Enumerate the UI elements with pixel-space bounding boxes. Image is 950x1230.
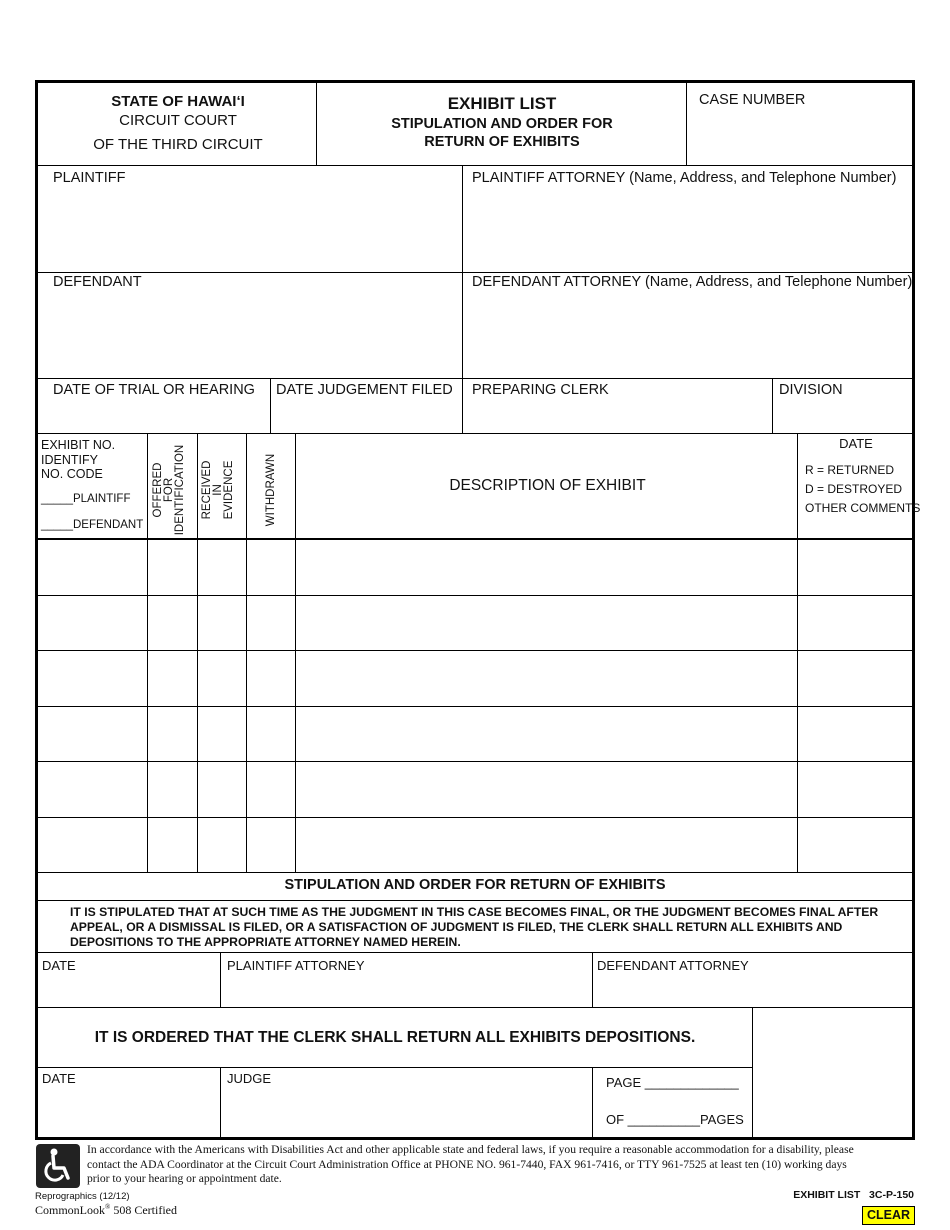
stipulation-plaintiff-attorney-field[interactable] <box>224 977 590 1007</box>
judge-signature-field[interactable] <box>224 1089 590 1135</box>
received-cell[interactable] <box>199 819 244 871</box>
table-row <box>38 706 912 762</box>
withdrawn-cell[interactable] <box>248 708 293 760</box>
withdrawn-cell[interactable] <box>248 652 293 704</box>
table-row <box>38 650 912 706</box>
divider <box>38 900 912 901</box>
exhibit-no-cell[interactable] <box>40 819 145 871</box>
reprographics-code: Reprographics (12/12) <box>35 1191 130 1202</box>
division-field[interactable] <box>776 401 912 429</box>
withdrawn-cell[interactable] <box>248 541 293 593</box>
table-row <box>38 817 912 873</box>
received-line2: IN <box>212 484 224 496</box>
wheelchair-icon <box>36 1144 80 1188</box>
plaintiff-field[interactable] <box>42 189 460 267</box>
stipulation-defendant-attorney-label: DEFENDANT ATTORNEY <box>597 958 749 973</box>
exhibit-plaintiff-code: _____PLAINTIFF <box>41 493 131 505</box>
certified-text: 508 Certified <box>110 1203 177 1217</box>
offered-cell[interactable] <box>149 763 195 815</box>
divider <box>752 1007 753 1140</box>
received-cell[interactable] <box>199 652 244 704</box>
page-number-field[interactable]: PAGE _____________ <box>606 1075 739 1090</box>
case-number-field[interactable] <box>690 113 912 161</box>
description-cell[interactable] <box>297 708 795 760</box>
stipulation-plaintiff-attorney-label: PLAINTIFF ATTORNEY <box>227 958 365 973</box>
wheelchair-icon <box>36 1144 80 1188</box>
divider <box>772 378 773 433</box>
form-subtitle-line2: RETURN OF EXHIBITS <box>424 134 580 150</box>
preparing-clerk-label: PREPARING CLERK <box>472 382 609 398</box>
plaintiff-attorney-label: PLAINTIFF ATTORNEY (Name, Address, and Telephone Number) <box>472 170 897 186</box>
defendant-field[interactable] <box>42 293 460 373</box>
description-cell[interactable] <box>297 819 795 871</box>
offered-cell[interactable] <box>149 597 195 649</box>
stipulation-text <box>70 905 878 950</box>
received-line3: EVIDENCE <box>223 460 235 520</box>
court-name-line2: CIRCUIT COURT <box>119 112 237 129</box>
offered-for-identification-header <box>153 440 193 540</box>
case-number-label: CASE NUMBER <box>699 92 806 108</box>
withdrawn-cell[interactable] <box>248 819 293 871</box>
date-of-trial-label: DATE OF TRIAL OR HEARING <box>53 382 255 398</box>
offered-cell[interactable] <box>149 541 195 593</box>
divider <box>38 872 912 873</box>
description-cell[interactable] <box>297 763 795 815</box>
defendant-label: DEFENDANT <box>53 274 142 290</box>
withdrawn-cell[interactable] <box>248 597 293 649</box>
table-row <box>38 539 912 595</box>
commonlook-name: CommonLook <box>35 1203 106 1217</box>
stipulation-heading: STIPULATION AND ORDER FOR RETURN OF EXHIBITS <box>284 877 666 893</box>
form-subtitle-line1: STIPULATION AND ORDER FOR <box>391 116 613 132</box>
exhibit-no-cell[interactable] <box>40 597 145 649</box>
date-judgement-label: DATE JUDGEMENT FILED <box>276 382 453 398</box>
divider <box>38 1007 912 1008</box>
divider <box>686 83 687 165</box>
divider <box>592 1067 593 1140</box>
received-cell[interactable] <box>199 763 244 815</box>
stipulation-date-field[interactable] <box>42 977 218 1007</box>
offered-cell[interactable] <box>149 652 195 704</box>
date-comments-cell[interactable] <box>799 708 913 760</box>
divider <box>592 952 593 1007</box>
divider <box>38 1067 752 1068</box>
divider <box>462 165 463 433</box>
stipulation-defendant-attorney-field[interactable] <box>596 977 912 1007</box>
stipulation-text-line3: DEPOSITIONS TO THE APPROPRIATE ATTORNEY NAMED HEREIN. <box>70 935 461 949</box>
description-cell[interactable] <box>297 541 795 593</box>
date-comments-cell[interactable] <box>799 541 913 593</box>
divider <box>38 433 912 434</box>
received-cell[interactable] <box>199 597 244 649</box>
order-date-field[interactable] <box>42 1089 218 1135</box>
divider <box>316 83 317 165</box>
form-title: EXHIBIT LIST <box>447 94 557 113</box>
divider <box>38 952 912 953</box>
offered-line3: IDENTIFICATION <box>174 444 186 536</box>
other-comments-code: OTHER COMMENTS <box>805 501 921 515</box>
received-cell[interactable] <box>199 541 244 593</box>
exhibit-no-cell[interactable] <box>40 708 145 760</box>
offered-line1: OFFERED <box>152 462 164 518</box>
stipulation-date-label: DATE <box>42 958 76 973</box>
exhibit-no-cell[interactable] <box>40 763 145 815</box>
withdrawn-header: WITHDRAWN <box>265 453 277 527</box>
divider <box>270 378 271 433</box>
plaintiff-attorney-field[interactable] <box>466 189 912 267</box>
exhibit-defendant-code: _____DEFENDANT <box>41 519 144 531</box>
exhibit-no-header <box>41 438 115 482</box>
offered-line2: FOR <box>163 477 175 503</box>
date-comments-cell[interactable] <box>799 652 913 704</box>
date-of-trial-field[interactable] <box>42 401 268 429</box>
total-pages-field[interactable]: OF __________PAGES <box>606 1112 744 1127</box>
description-cell[interactable] <box>297 652 795 704</box>
received-in-evidence-header <box>202 440 242 540</box>
destroyed-code: D = DESTROYED <box>805 482 903 496</box>
exhibit-no-cell[interactable] <box>40 541 145 593</box>
offered-cell[interactable] <box>149 819 195 871</box>
date-comments-cell[interactable] <box>799 819 913 871</box>
court-name-line3: OF THE THIRD CIRCUIT <box>93 136 263 153</box>
defendant-attorney-field[interactable] <box>466 293 912 373</box>
date-comments-cell[interactable] <box>799 763 913 815</box>
stipulation-text-line1: IT IS STIPULATED THAT AT SUCH TIME AS THE JUDGMENT IN THIS CASE BECOMES FINAL, OR THE JUDGMENT BECOMES FINAL AFTER <box>70 905 879 919</box>
judge-label: JUDGE <box>227 1071 272 1086</box>
preparing-clerk-field[interactable] <box>466 401 770 429</box>
clear-button[interactable]: CLEAR <box>862 1206 915 1225</box>
ada-notice-line2: contact the ADA Coordinator at the Circuit Court Administration Office at PHONE NO. 961-7440, FAX 961-7416, or TTY 961-7525 at least ten (10) working days <box>87 1157 847 1171</box>
court-name-line1: STATE OF HAWAI‘I <box>111 93 245 110</box>
table-row <box>38 595 912 651</box>
date-comments-cell[interactable] <box>799 597 913 649</box>
defendant-attorney-label: DEFENDANT ATTORNEY (Name, Address, and Telephone Number) <box>472 274 913 290</box>
order-date-label: DATE <box>42 1071 76 1086</box>
divider <box>38 378 912 379</box>
description-header: DESCRIPTION OF EXHIBIT <box>449 477 646 494</box>
returned-code: R = RETURNED <box>805 463 895 477</box>
exhibit-no-cell[interactable] <box>40 652 145 704</box>
division-label: DIVISION <box>779 382 843 398</box>
date-header: DATE <box>839 436 873 451</box>
form-id: EXHIBIT LIST 3C-P-150 <box>793 1189 914 1201</box>
exhibit-no-line2: IDENTIFY <box>41 452 98 467</box>
divider <box>220 1067 221 1140</box>
divider <box>38 272 912 273</box>
commonlook-certification <box>35 1203 177 1218</box>
description-cell[interactable] <box>297 597 795 649</box>
ada-notice-line1: In accordance with the Americans with Disabilities Act and other applicable state and federal laws, if you require a reasonable accommodation for a disability, please <box>87 1143 854 1156</box>
registered-mark: ® <box>105 1203 111 1211</box>
stipulation-text-line2: APPEAL, OR A DISMISSAL IS FILED, OR A SATISFACTION OF JUDGMENT IS FILED, THE CLERK SHALL RETURN ALL EXHIBITS AND <box>70 920 843 934</box>
ada-notice <box>87 1143 917 1187</box>
exhibit-no-line3: NO. CODE <box>41 467 103 481</box>
exhibit-no-line1: EXHIBIT NO. <box>41 438 116 452</box>
received-line1: RECEIVED <box>201 460 213 520</box>
table-row <box>38 761 912 817</box>
date-judgement-field[interactable] <box>274 401 460 429</box>
order-text: IT IS ORDERED THAT THE CLERK SHALL RETURN ALL EXHIBITS DEPOSITIONS. <box>94 1029 696 1046</box>
divider <box>38 165 912 166</box>
received-cell[interactable] <box>199 708 244 760</box>
withdrawn-cell[interactable] <box>248 763 293 815</box>
offered-cell[interactable] <box>149 708 195 760</box>
exhibit-list-form <box>35 80 921 1140</box>
divider <box>220 952 221 1007</box>
plaintiff-label: PLAINTIFF <box>53 170 126 186</box>
ada-notice-line3: prior to your hearing or appointment date. <box>87 1172 282 1185</box>
